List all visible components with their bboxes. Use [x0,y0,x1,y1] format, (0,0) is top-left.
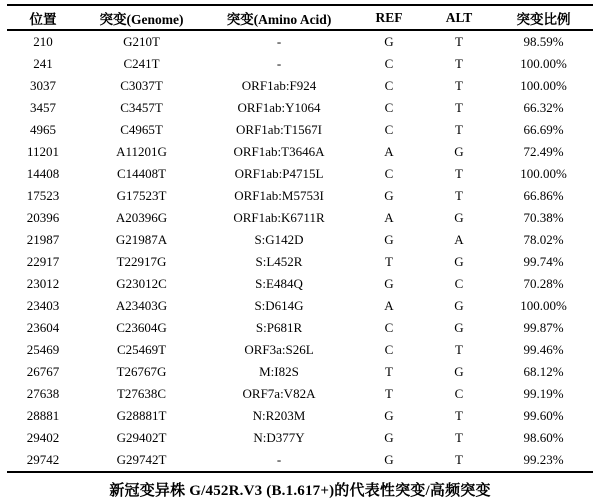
table-header [7,5,593,30]
cell-mutation-ratio: 98.59% [523,34,564,49]
table-caption: 新冠变异株 G/452R.V3 (B.1.617+)的代表性突变/高频突变 [109,483,491,499]
cell-ref: A [384,298,394,313]
cell-alt: T [455,100,463,115]
column-header-ref: REF [354,5,424,30]
table-row [7,317,593,339]
cell-mutation-genome: A20396G [115,210,168,225]
table-row [7,295,593,317]
cell-ref: G [384,430,394,445]
cell-position: 28881 [26,408,60,423]
cell-mutation-amino-acid: - [276,56,282,71]
cell-mutation-ratio: 78.02% [523,232,564,247]
table-row [7,273,593,295]
table-row [7,383,593,405]
cell-position: 17523 [26,188,60,203]
column-header-mutation-amino-acid: 突变(Amino Acid) [204,5,354,30]
cell-position: 27638 [26,386,60,401]
cell-alt: A [454,232,464,247]
table-row [7,53,593,75]
cell-mutation-genome: C3037T [120,78,163,93]
cell-mutation-genome: T27638C [116,386,167,401]
cell-position: 14408 [26,166,60,181]
cell-ref: A [384,144,394,159]
cell-alt: G [454,210,464,225]
table-row [7,251,593,273]
cell-mutation-amino-acid: ORF7a:V82A [242,386,316,401]
cell-alt: T [455,122,463,137]
cell-alt: T [455,166,463,181]
cell-mutation-genome: C3457T [120,100,163,115]
cell-position: 21987 [26,232,60,247]
cell-alt: T [455,56,463,71]
cell-mutation-ratio: 99.87% [523,320,564,335]
cell-mutation-genome: A23403G [115,298,168,313]
table-row [7,119,593,141]
cell-mutation-ratio: 99.19% [523,386,564,401]
cell-mutation-amino-acid: S:D614G [254,298,304,313]
cell-position: 25469 [26,342,60,357]
cell-mutation-genome: T22917G [116,254,167,269]
cell-mutation-genome: C25469T [116,342,167,357]
table-row [7,75,593,97]
cell-mutation-amino-acid: S:G142D [254,232,304,247]
cell-mutation-genome: T26767G [116,364,167,379]
cell-mutation-ratio: 99.23% [523,452,564,467]
cell-mutation-ratio: 66.32% [523,100,564,115]
cell-mutation-ratio: 100.00% [520,298,567,313]
cell-mutation-ratio: 70.38% [523,210,564,225]
table-row [7,30,593,53]
cell-mutation-genome: C241T [123,56,160,71]
cell-mutation-ratio: 68.12% [523,364,564,379]
cell-alt: T [455,452,463,467]
cell-alt: G [454,298,464,313]
cell-ref: G [384,34,394,49]
cell-ref: T [385,386,393,401]
cell-alt: C [454,386,464,401]
cell-mutation-amino-acid: - [276,452,282,467]
column-header-position: 位置 [7,5,79,30]
cell-alt: G [454,254,464,269]
column-header-mutation-genome: 突变(Genome) [79,5,204,30]
cell-mutation-ratio: 70.28% [523,276,564,291]
cell-mutation-ratio: 72.49% [523,144,564,159]
cell-position: 20396 [26,210,60,225]
cell-alt: T [455,408,463,423]
cell-alt: T [455,78,463,93]
table-body [7,30,593,472]
cell-ref: G [384,232,394,247]
cell-mutation-ratio: 100.00% [520,56,567,71]
cell-mutation-ratio: 99.46% [523,342,564,357]
table-row [7,339,593,361]
cell-alt: C [454,276,464,291]
cell-mutation-ratio: 100.00% [520,78,567,93]
column-header-mutation-ratio: 突变比例 [494,5,593,30]
cell-position: 241 [33,56,53,71]
cell-alt: T [455,34,463,49]
cell-alt: T [455,342,463,357]
cell-mutation-genome: G17523T [116,188,167,203]
cell-mutation-amino-acid: S:L452R [255,254,303,269]
cell-mutation-ratio: 66.86% [523,188,564,203]
cell-mutation-amino-acid: ORF3a:S26L [244,342,314,357]
cell-mutation-amino-acid: - [276,34,282,49]
table-row [7,163,593,185]
table-row [7,185,593,207]
cell-ref: T [385,364,393,379]
cell-ref: C [384,342,394,357]
cell-mutation-genome: G21987A [115,232,168,247]
table-row [7,97,593,119]
cell-alt: G [454,364,464,379]
cell-mutation-genome: C4965T [120,122,163,137]
table-row [7,229,593,251]
cell-mutation-ratio: 98.60% [523,430,564,445]
cell-ref: C [384,78,394,93]
table-row [7,405,593,427]
cell-mutation-amino-acid: ORF1ab:F924 [241,78,317,93]
table-row [7,361,593,383]
cell-mutation-genome: C14408T [116,166,167,181]
cell-ref: G [384,188,394,203]
cell-mutation-genome: G23012C [116,276,167,291]
cell-mutation-genome: G29402T [116,430,167,445]
cell-ref: T [385,254,393,269]
cell-alt: G [454,320,464,335]
cell-position: 3457 [30,100,56,115]
cell-alt: G [454,144,464,159]
cell-mutation-genome: C23604G [116,320,167,335]
cell-ref: G [384,408,394,423]
cell-alt: T [455,430,463,445]
cell-mutation-genome: A11201G [116,144,167,159]
cell-mutation-amino-acid: M:I82S [259,364,299,379]
cell-position: 23604 [26,320,60,335]
cell-position: 11201 [26,144,60,159]
cell-position: 4965 [30,122,56,137]
cell-ref: C [384,122,394,137]
cell-ref: C [384,320,394,335]
table-row [7,449,593,472]
cell-alt: T [455,188,463,203]
cell-mutation-ratio: 99.60% [523,408,564,423]
cell-position: 23403 [26,298,60,313]
cell-position: 29402 [26,430,60,445]
table-row [7,141,593,163]
cell-position: 26767 [26,364,60,379]
cell-mutation-amino-acid: S:P681R [255,320,303,335]
cell-mutation-amino-acid: N:D377Y [253,430,305,445]
cell-ref: G [384,452,394,467]
cell-mutation-genome: G28881T [116,408,167,423]
cell-mutation-ratio: 99.74% [523,254,564,269]
cell-mutation-amino-acid: ORF1ab:T1567I [236,122,322,137]
header-row [7,5,593,30]
cell-mutation-amino-acid: ORF1ab:Y1064 [237,100,321,115]
cell-ref: G [384,276,394,291]
table-row [7,427,593,449]
cell-ref: C [384,100,394,115]
cell-mutation-ratio: 66.69% [523,122,564,137]
cell-mutation-amino-acid: ORF1ab:T3646A [233,144,325,159]
cell-ref: C [384,166,394,181]
cell-mutation-amino-acid: ORF1ab:K6711R [233,210,325,225]
cell-mutation-genome: G29742T [116,452,167,467]
cell-ref: A [384,210,394,225]
cell-position: 29742 [26,452,60,467]
cell-position: 210 [33,34,53,49]
mutation-table [7,4,593,473]
table-row [7,207,593,229]
cell-position: 3037 [30,78,56,93]
cell-mutation-amino-acid: S:E484Q [255,276,303,291]
cell-position: 23012 [26,276,60,291]
cell-mutation-amino-acid: ORF1ab:M5753I [234,188,324,203]
column-header-alt: ALT [424,5,494,30]
cell-mutation-amino-acid: ORF1ab:P4715L [234,166,324,181]
cell-mutation-genome: G210T [123,34,160,49]
cell-mutation-amino-acid: N:R203M [252,408,306,423]
cell-position: 22917 [26,254,60,269]
cell-mutation-ratio: 100.00% [520,166,567,181]
cell-ref: C [384,56,394,71]
